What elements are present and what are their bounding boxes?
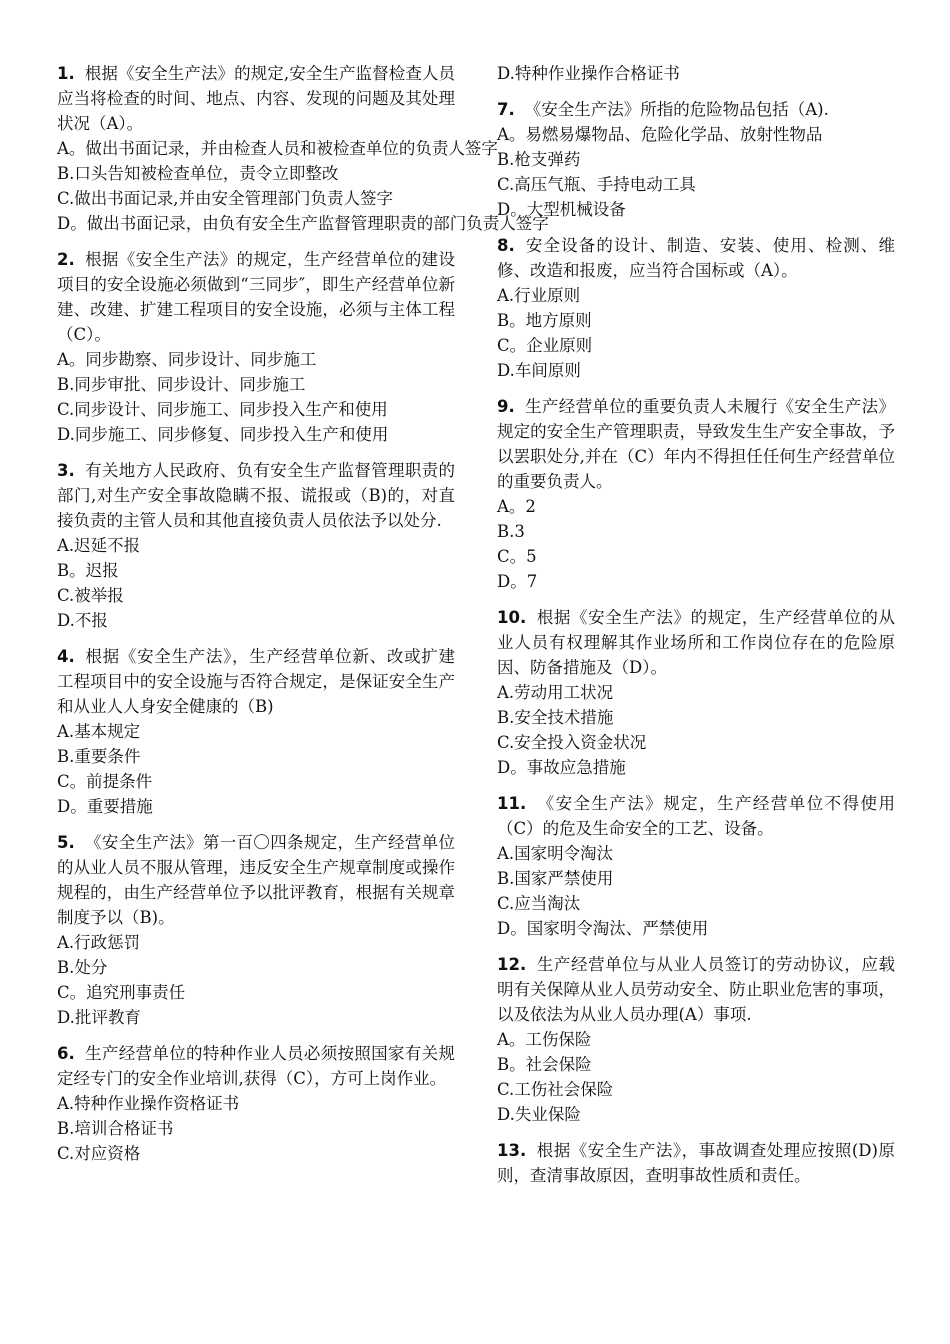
answer-option: D.失业保险 xyxy=(497,1105,581,1124)
answer-option: A。同步勘察、同步设计、同步施工 xyxy=(57,350,317,369)
question-stem xyxy=(497,605,895,680)
option-list xyxy=(497,841,895,941)
question-text: 生产经营单位与从业人员签订的劳动协议，应载明有关保障从业人员劳动安全、防止职业危害的事项，以及依法为从业人员办理(A）事项. xyxy=(497,955,895,1024)
answer-option: D。事故应急措施 xyxy=(497,758,626,777)
answer-option: C.做出书面记录,并由安全管理部门负责人签字 xyxy=(57,189,394,208)
option-list xyxy=(497,494,895,594)
answer-option: D.特种作业操作合格证书 xyxy=(497,64,680,83)
question-9 xyxy=(497,394,895,594)
question-text: 安全设备的设计、制造、安装、使用、检测、维修、改造和报废，应当符合国标或（A）。 xyxy=(497,236,895,280)
answer-option: B.3 xyxy=(497,522,525,541)
answer-option: D.批评教育 xyxy=(57,1008,141,1027)
option-list xyxy=(497,1027,895,1127)
answer-option: B.国家严禁使用 xyxy=(497,869,614,888)
question-stem xyxy=(57,1041,455,1091)
question-stem xyxy=(497,394,895,494)
answer-option: B.口头告知被检查单位，责令立即整改 xyxy=(57,164,339,183)
answer-option: B.安全技术措施 xyxy=(497,708,614,727)
question-7 xyxy=(497,97,895,222)
answer-option: A。工伤保险 xyxy=(497,1030,592,1049)
question-number: 8. xyxy=(497,236,515,255)
answer-option: D。7 xyxy=(497,572,538,591)
answer-option: A.迟延不报 xyxy=(57,536,141,555)
answer-option: B.处分 xyxy=(57,958,108,977)
answer-option: D.不报 xyxy=(57,611,108,630)
question-text: 根据《安全生产法》的规定，生产经营单位的建设项目的安全设施必须做到“三同步″，即生产经营单位新建、改建、扩建工程项目的安全设施，必须与主体工程（C）。 xyxy=(57,250,455,344)
answer-option: A。做出书面记录，并由检查人员和被检查单位的负责人签字 xyxy=(57,139,498,158)
option-list xyxy=(57,533,455,633)
question-stem xyxy=(497,97,895,122)
continued-options xyxy=(497,61,895,86)
question-stem xyxy=(497,1138,895,1188)
answer-option: D。重要措施 xyxy=(57,797,153,816)
answer-option: B。社会保险 xyxy=(497,1055,592,1074)
question-number: 12. xyxy=(497,955,527,974)
question-number: 7. xyxy=(497,100,515,119)
option-list xyxy=(57,347,455,447)
question-6 xyxy=(57,1041,455,1166)
answer-option: B.培训合格证书 xyxy=(57,1119,174,1138)
answer-option: D。国家明令淘汰、严禁使用 xyxy=(497,919,709,938)
question-text: 根据《安全生产法》的规定，生产经营单位的从业人员有权理解其作业场所和工作岗位存在的危险原因、防备措施及（D）。 xyxy=(497,608,895,677)
question-stem xyxy=(57,61,455,136)
answer-option: C.高压气瓶、手持电动工具 xyxy=(497,175,696,194)
answer-option: A.行政惩罚 xyxy=(57,933,141,952)
option-list xyxy=(497,680,895,780)
question-10 xyxy=(497,605,895,780)
answer-option: A。易燃易爆物品、危险化学品、放射性物品 xyxy=(497,125,823,144)
option-list xyxy=(57,930,455,1030)
answer-option: B。迟报 xyxy=(57,561,119,580)
option-list xyxy=(57,719,455,819)
option-list xyxy=(497,283,895,383)
answer-option: A.劳动用工状况 xyxy=(497,683,614,702)
answer-option: C.对应资格 xyxy=(57,1144,141,1163)
answer-option: A.特种作业操作资格证书 xyxy=(57,1094,240,1113)
question-stem xyxy=(497,791,895,841)
question-number: 1. xyxy=(57,64,75,83)
answer-option: A.基本规定 xyxy=(57,722,141,741)
answer-option: D。大型机械设备 xyxy=(497,200,626,219)
question-number: 13. xyxy=(497,1141,527,1160)
question-5 xyxy=(57,830,455,1030)
question-text: 《安全生产法》规定，生产经营单位不得使用（C）的危及生命安全的工艺、设备。 xyxy=(497,794,895,838)
answer-option: D。做出书面记录，由负有安全生产监督管理职责的部门负责人签字 xyxy=(57,214,549,233)
option-list xyxy=(497,122,895,222)
answer-option: C.工伤社会保险 xyxy=(497,1080,614,1099)
answer-option: B。地方原则 xyxy=(497,311,592,330)
answer-option: A.国家明令淘汰 xyxy=(497,844,614,863)
right-column xyxy=(497,61,895,1199)
question-text: 根据《安全生产法》，事故调查处理应按照(D)原则，查清事故原因，查明事故性质和责任。 xyxy=(497,1141,895,1185)
answer-option: C.安全投入资金状况 xyxy=(497,733,647,752)
question-stem xyxy=(57,458,455,533)
question-text: 《安全生产法》第一百〇四条规定，生产经营单位的从业人员不服从管理，违反安全生产规章制度或操作规程的，由生产经营单位予以批评教育，根据有关规章制度予以（B)。 xyxy=(57,833,455,927)
answer-option: C。追究刑事责任 xyxy=(57,983,186,1002)
question-13 xyxy=(497,1138,895,1188)
answer-option: C.同步设计、同步施工、同步投入生产和使用 xyxy=(57,400,388,419)
answer-option: B.同步审批、同步设计、同步施工 xyxy=(57,375,306,394)
question-number: 6. xyxy=(57,1044,75,1063)
answer-option: D.车间原则 xyxy=(497,361,581,380)
answer-option: C.被举报 xyxy=(57,586,124,605)
option-list xyxy=(57,1091,455,1166)
answer-option: C。5 xyxy=(497,547,537,566)
question-4 xyxy=(57,644,455,819)
answer-option: A.行业原则 xyxy=(497,286,581,305)
question-number: 3. xyxy=(57,461,75,480)
question-stem xyxy=(497,952,895,1027)
answer-option: C。前提条件 xyxy=(57,772,153,791)
question-number: 2. xyxy=(57,250,75,269)
question-3 xyxy=(57,458,455,633)
question-stem xyxy=(57,830,455,930)
answer-option: B.重要条件 xyxy=(57,747,141,766)
question-8 xyxy=(497,233,895,383)
question-2 xyxy=(57,247,455,447)
question-text: 根据《安全生产法》，生产经营单位新、改或扩建工程项目中的安全设施与否符合规定，是保证安全生产和从业人人身安全健康的（B) xyxy=(57,647,455,716)
question-stem xyxy=(57,247,455,347)
question-stem xyxy=(497,233,895,283)
question-12 xyxy=(497,952,895,1127)
answer-option: C.应当淘汰 xyxy=(497,894,581,913)
question-number: 5. xyxy=(57,833,75,852)
question-number: 11. xyxy=(497,794,527,813)
question-stem xyxy=(57,644,455,719)
question-number: 4. xyxy=(57,647,75,666)
question-text: 根据《安全生产法》的规定,安全生产监督检查人员应当将检查的时间、地点、内容、发现的问题及其处理状况（A）。 xyxy=(57,64,455,133)
question-number: 9. xyxy=(497,397,515,416)
answer-option: B.枪支弹药 xyxy=(497,150,581,169)
question-11 xyxy=(497,791,895,941)
question-text: 有关地方人民政府、负有安全生产监督管理职责的部门,对生产安全事故隐瞒不报、谎报或（B)的，对直接负责的主管人员和其他直接负责人员依法予以处分. xyxy=(57,461,455,530)
question-text: 生产经营单位的特种作业人员必须按照国家有关规定经专门的安全作业培训,获得（C），方可上岗作业。 xyxy=(57,1044,455,1088)
answer-option: C。企业原则 xyxy=(497,336,593,355)
answer-option: D.同步施工、同步修复、同步投入生产和使用 xyxy=(57,425,389,444)
question-number: 10. xyxy=(497,608,527,627)
question-text: 《安全生产法》所指的危险物品包括（A). xyxy=(524,100,829,119)
question-text: 生产经营单位的重要负责人未履行《安全生产法》规定的安全生产管理职责，导致发生生产安全事故，予以罢职处分,并在（C）年内不得担任任何生产经营单位的重要负责人。 xyxy=(497,397,895,491)
answer-option: A。2 xyxy=(497,497,536,516)
